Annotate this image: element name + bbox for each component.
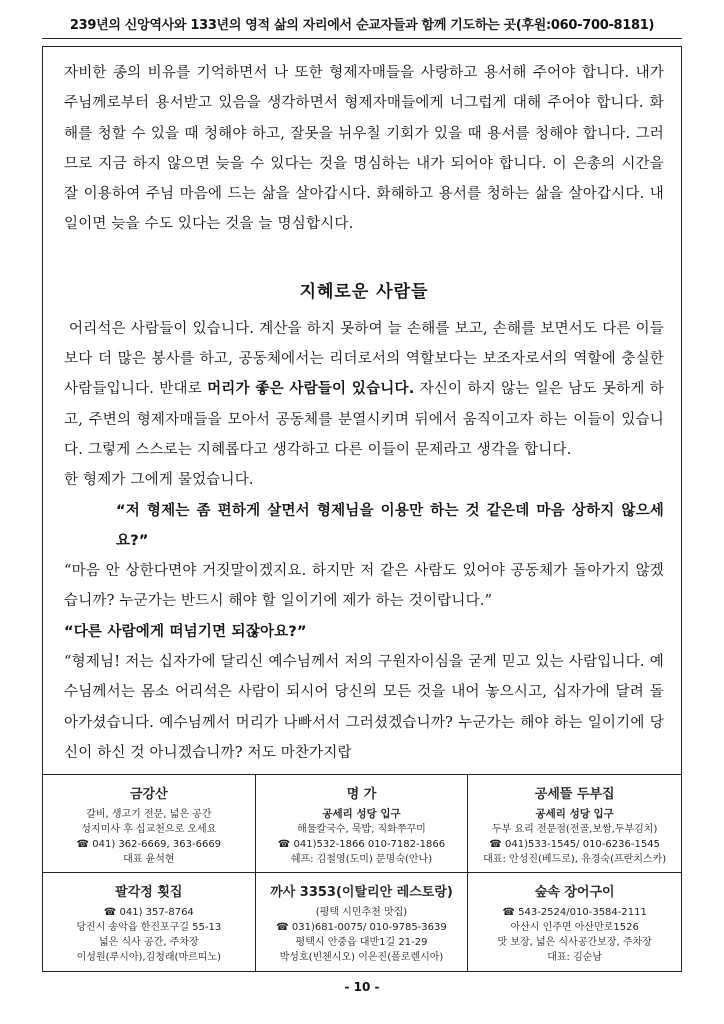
paragraph-3: “마음 안 상한다면야 거짓말이겠지요. 하지만 저 같은 사람도 있어야 공동체가 돌아가지 않겠습니까? 누군가는 반드시 해야 할 일이기에 제가 하는 것이랍니다.” (64, 563, 664, 610)
ad-line: 대표 윤석현 (123, 854, 175, 865)
ad-line: 대표: 김순남 (547, 952, 603, 963)
ad-line: 갈비, 생고기 전문, 넓은 공간 (86, 809, 212, 820)
section-title: 지혜로운 사람들 (299, 281, 429, 302)
ad-line: 해물칼국수, 묵밥, 직화쭈꾸미 (297, 824, 426, 835)
ad-name: 공세뜰 두부집 (534, 787, 615, 802)
ad-line: 아산시 인주면 아산만로1526 (510, 922, 639, 933)
paragraph-1-emphasis: 머리가 좋은 사람들이 있습니다. (207, 381, 415, 398)
ad-phone: ☎ 041)532-1866 010-7182-1866 (256, 837, 468, 852)
ad-myeongga (256, 775, 469, 873)
paragraph-1 (64, 314, 664, 465)
ad-supsok (468, 873, 681, 971)
ad-geumgangsan (43, 775, 256, 873)
ad-gongsetteul (468, 775, 681, 873)
ad-name: 금강산 (129, 787, 168, 802)
ad-subtitle: 공세리 성당 입구 (535, 808, 614, 820)
ad-palgakjeong (43, 873, 256, 971)
paragraph-1-text-c: 자신이 하지 않는 일은 남도 못하게 하고, 주변의 형제자매들을 모아서 공동체를 분열시키며 뒤에서 움직이고자 하는 이들이 있습니다. 그렇게 스스로는 지혜롭다고 생각하고 다른 이들이 문제라고 생각을 합니다. (64, 381, 664, 458)
ad-phone: ☎ 041)533-1545/ 010-6236-1545 (468, 837, 681, 852)
paragraph-2: 한 형제가 그에게 물었습니다. (64, 472, 254, 489)
ad-line: 이성원(루시아),김청래(마르띠노) (76, 952, 222, 963)
ad-subtitle: 공세리 성당 입구 (322, 808, 401, 820)
ad-name: 팔각정 횟집 (115, 885, 183, 900)
ad-name: 숲속 장어구이 (534, 885, 615, 900)
ad-phone: ☎ 031)681-0075/ 010-9785-3639 (256, 920, 468, 935)
ad-line: 박성호(빈첸시오) 이은진(폴로렌시아) (279, 952, 444, 963)
ad-line: 넓은 식사 공간, 주차장 (99, 937, 199, 948)
ad-grid (42, 774, 682, 972)
ad-line: 성지미사 후 십교천으로 오세요 (81, 824, 217, 835)
ad-name: 까사 3353(이탈리안 레스토랑) (270, 885, 453, 900)
header-divider (42, 38, 682, 39)
intro-paragraph: 자비한 종의 비유를 기억하면서 나 또한 형제자매들을 사랑하고 용서해 주어야 합니다. 내가 주님께로부터 용서받고 있음을 생각하면서 형제자매들에게 너그럽게 대해 주어야 합니다. 화해를 청할 수 있을 때 청해야 하고, 잘못을 뉘우칠 기회가 있을 때 용서를 청해야 합니다. 그러므로 지금 하지 않으면 늦을 수 있다는 것을 명심하는 내가 되어야 합니다. 이 은총의 시간을 잘 이용하여 주님 마음에 드는 삶을 살아갑시다. 화해하고 용서를 청하는 삶을 살아갑시다. 내일이면 늦을 수도 있다는 것을 늘 명심합시다. (64, 65, 664, 233)
ad-casa3353 (256, 873, 469, 971)
quote-1: “저 형제는 좀 편하게 살면서 형제님을 이용만 하는 것 같은데 마음 상하지 않으세요?” (116, 502, 664, 549)
ad-line: 두부 요리 전문점(전골,보쌈,두부김치) (491, 824, 658, 835)
ad-line: 대표: 안성진(베드로), 유경숙(프란치스카) (483, 854, 667, 865)
quote-2: “다른 사람에게 떠넘기면 되잖아요?” (64, 623, 307, 640)
ad-line: 평택시 안중읍 대반1길 21-29 (295, 937, 428, 948)
paragraph-1-text-a: 어리석은 사람들이 있습니다. 계산을 하지 못하여 늘 손해를 보고, 손해를 보면서도 다른 이들보다 더 많은 봉사를 하고, 공동체에서는 리더로서의 역할보다는 보조자로서의 역할에 충실한 사람들입니다. 반대로 (64, 320, 665, 398)
ad-line: 당진시 송악읍 한진포구길 55-13 (76, 922, 222, 933)
ad-phone: ☎ 543-2524/010-3584-2111 (468, 905, 681, 920)
ad-phone: ☎ 041) 357-8764 (43, 905, 255, 920)
ad-phone: ☎ 041) 362-6669, 363-6669 (43, 837, 255, 852)
page-number: - 10 - (344, 980, 380, 994)
ad-line: 쉐프: 김철영(도미) 문명숙(안나) (290, 854, 433, 865)
ad-name: 명 가 (346, 787, 377, 802)
article-body (64, 58, 664, 768)
paragraph-4: “형제님! 저는 십자가에 달리신 예수님께서 저의 구원자이심을 굳게 믿고 있는 사람입니다. 예수님께서는 몸소 어리석은 사람이 되시어 당신의 모든 것을 내어 놓으시고, 십자가에 달려 돌아가셨습니다. 예수님께서 머리가 나빠서서 그러셨겠습니까? 누군가는 해야 하는 일이기에 당신이 하신 것 아니겠습니까? 저도 마찬가지랍 (64, 654, 664, 761)
ad-line: (평택 시민추천 맛집) (315, 907, 408, 918)
ad-line: 맛 보장, 넓은 식사공간보장, 주차장 (497, 937, 652, 948)
page-header: 239년의 신앙역사와 133년의 영적 삶의 자리에서 순교자들과 함께 기도하는 곳(후원:060-700-8181) (69, 18, 655, 33)
